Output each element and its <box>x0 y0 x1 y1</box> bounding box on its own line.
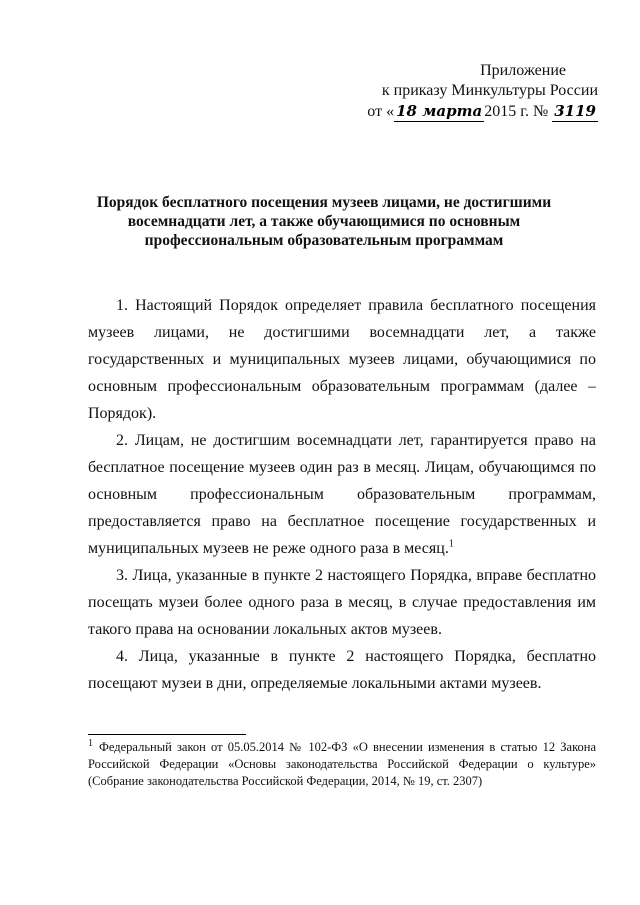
appendix-header <box>338 61 598 122</box>
paragraph-4 <box>88 643 596 697</box>
paragraph-4-text: 4. Лица, указанные в пункте 2 настоящего Порядка, бесплатно посещают музеи в дни, определяемые локальными актами музеев. <box>88 648 596 692</box>
paragraph-1-text: 1. Настоящий Порядок определяет правила бесплатного посещения музеев лицами, не достигшими восемнадцати лет, а также государственных и муниципальных музеев лицами, обучающимися по основным профессиональным образовательным программам (далее – Порядок). <box>88 297 596 422</box>
footnote-text: Федеральный закон от 05.05.2014 № 102-ФЗ «О внесении изменения в статью 12 Закона Российской Федерации «Основы законодательства Российской Федерации о культуре» (Собрание законодательства Российской Федерации, 2014, № 19, ст. 2307) <box>88 740 596 788</box>
paragraph-1 <box>88 292 596 427</box>
order-reference: к приказу Минкультуры России <box>381 82 598 99</box>
document-body <box>88 292 596 697</box>
handwritten-order-number: 3119 <box>554 102 596 120</box>
footnote <box>88 739 596 790</box>
handwritten-date: 18 марта <box>396 102 483 120</box>
title-line-2: восемнадцати лет, а также обучающимися по основным <box>127 213 521 230</box>
order-date-line <box>338 101 598 122</box>
order-year: 2015 г. № <box>484 103 549 120</box>
appendix-label: Приложение <box>480 62 566 79</box>
paragraph-3 <box>88 562 596 643</box>
document-title <box>96 193 552 250</box>
footnote-reference: 1 <box>448 538 454 550</box>
footnote-mark: 1 <box>88 737 93 749</box>
date-prefix: от « <box>367 103 395 120</box>
paragraph-2 <box>88 427 596 562</box>
paragraph-3-text: 3. Лица, указанные в пункте 2 настоящего Порядка, вправе бесплатно посещать музеи более одного раза в месяц, в случае предоставления им такого права на основании локальных актов музеев. <box>88 567 596 638</box>
paragraph-2-text: 2. Лицам, не достигшим восемнадцати лет, гарантируется право на бесплатное посещение музеев один раз в месяц. Лицам, обучающимся по основным профессиональным образовательным программам, предоставляется право на бесплатное посещение государственных и муниципальных музеев не реже одного раза в месяц. <box>88 432 596 557</box>
title-line-1: Порядок бесплатного посещения музеев лицами, не достигшими <box>96 194 552 211</box>
title-line-3: профессиональным образовательным программам <box>144 232 504 249</box>
footnote-divider <box>88 734 246 735</box>
